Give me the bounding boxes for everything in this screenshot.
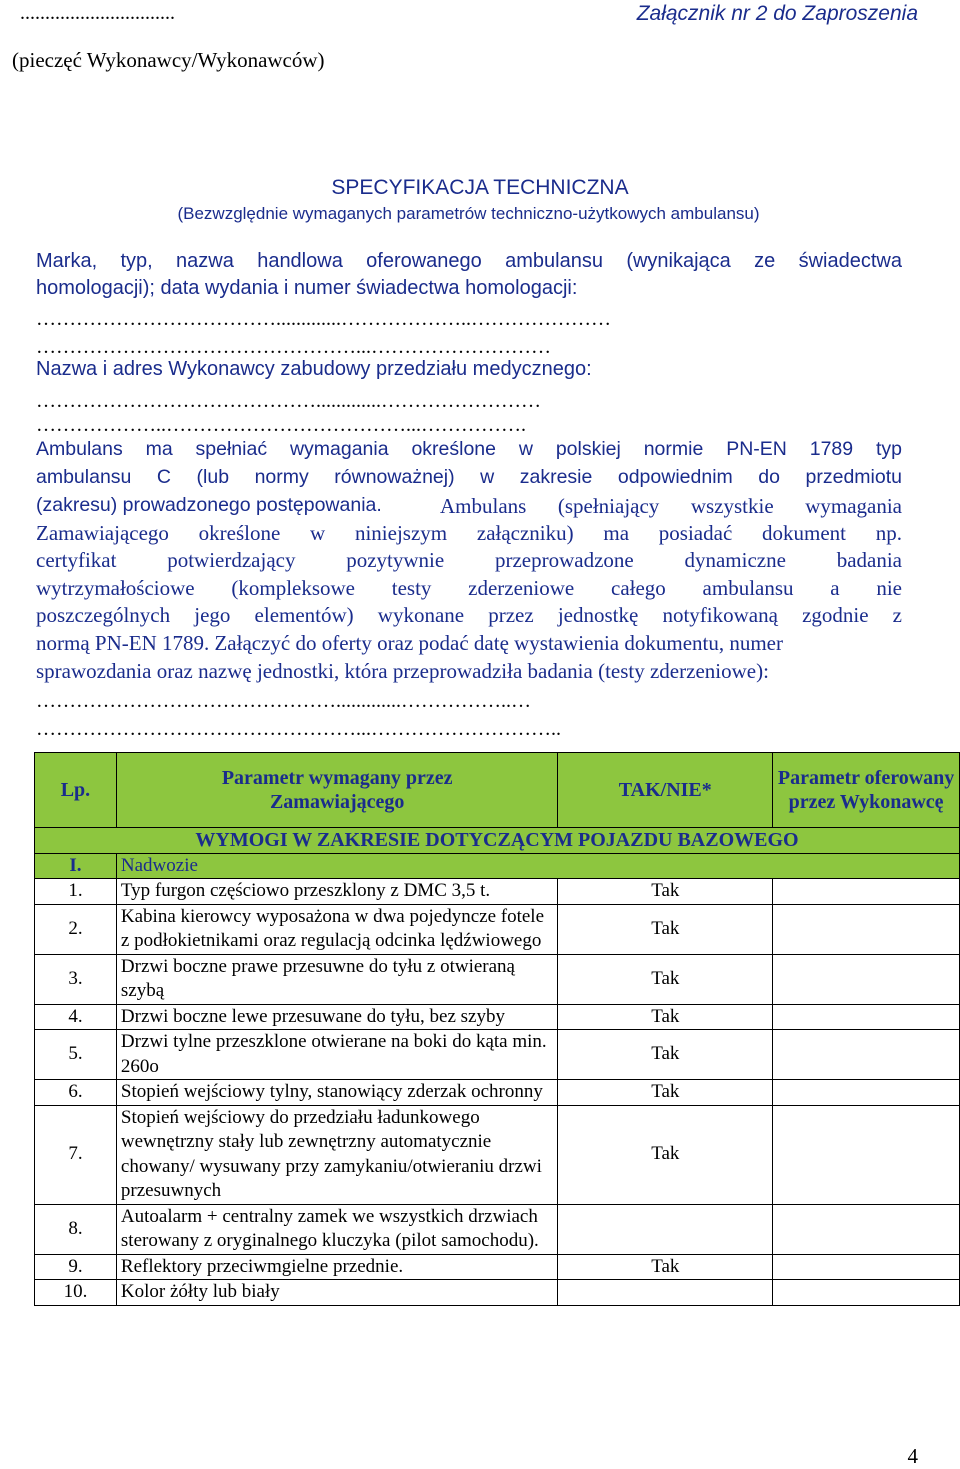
row-lp: 4. (35, 1004, 117, 1030)
row-offered-cell[interactable] (773, 1080, 960, 1106)
row-offered-cell[interactable] (773, 1030, 960, 1080)
row-lp: 3. (35, 954, 117, 1004)
page-number: 4 (907, 1444, 918, 1468)
row-offered-cell[interactable] (773, 1004, 960, 1030)
attachment-label: Załącznik nr 2 do Zaproszenia (636, 2, 918, 25)
table-row (35, 1030, 960, 1080)
header-lp: Lp. (35, 753, 117, 828)
paragraph-line-9: sprawozdania oraz nazwę jednostki, która przeprowadziła badania (testy zderzeniowe): (36, 659, 769, 683)
row-text: Drzwi boczne lewe przesuwane do tyłu, bez szyby (116, 1004, 558, 1030)
table-row (35, 954, 960, 1004)
subsection-number: I. (35, 853, 117, 879)
row-text: Drzwi tylne przeszklone otwierane na boki do kąta min. 260o (116, 1030, 558, 1080)
table-header-row (35, 753, 960, 828)
row-text: Stopień wejściowy tylny, stanowiący zderzak ochronny (116, 1080, 558, 1106)
row-value: Tak (558, 1030, 773, 1080)
header-yes-no: TAK/NIE* (558, 753, 773, 828)
row-offered-cell[interactable] (773, 879, 960, 905)
table-row (35, 1105, 960, 1204)
specification-table (34, 752, 960, 1306)
row-offered-cell[interactable] (773, 1254, 960, 1280)
paragraph-line-8: normą PN-EN 1789. Załączyć do oferty oraz podać datę wystawienia dokumentu, numer (36, 631, 783, 655)
header-param-required: Parametr wymagany przez Zamawiającego (116, 753, 558, 828)
manufacturer-label: Nazwa i adres Wykonawcy zabudowy przedziału medycznego: (36, 358, 592, 380)
row-value: Tak (558, 1080, 773, 1106)
row-lp: 1. (35, 879, 117, 905)
row-value: Tak (558, 1254, 773, 1280)
stamp-label: (pieczęć Wykonawcy/Wykonawców) (12, 48, 325, 72)
row-lp: 5. (35, 1030, 117, 1080)
row-value: Tak (558, 879, 773, 905)
dots-line-5: ……………………………………….............……………..… (36, 690, 531, 712)
row-text: Drzwi boczne prawe przesuwne do tyłu z otwieraną szybą (116, 954, 558, 1004)
table-row (35, 1280, 960, 1306)
dots-line-2: …………………………………………...……………………… (36, 336, 551, 358)
paragraph-line-5: certyfikat potwierdzający pozytywnie przeprowadzone dynamiczne badania (36, 548, 902, 572)
brand-line-1: Marka, typ, nazwa handlowa oferowanego ambulansu (wynikająca ze świadectwa (36, 250, 902, 272)
table-row (35, 1080, 960, 1106)
row-lp: 10. (35, 1280, 117, 1306)
subsection-row (35, 853, 960, 879)
row-lp: 6. (35, 1080, 117, 1106)
row-text: Kabina kierowcy wyposażona w dwa pojedyncze fotele z podłokietnikami oraz regulacją odcinka lędźwiowego (116, 904, 558, 954)
row-text: Kolor żółty lub biały (116, 1280, 558, 1306)
row-offered-cell[interactable] (773, 904, 960, 954)
paragraph-line-4: Zamawiającego określone w niniejszym załączniku) ma posiadać dokument np. (36, 521, 902, 545)
brand-line-2: homologacji); data wydania i numer świadectwa homologacji: (36, 277, 578, 299)
subsection-label: Nadwozie (116, 853, 959, 879)
row-value: Tak (558, 904, 773, 954)
row-text: Autoalarm + centralny zamek we wszystkich drzwiach sterowany z oryginalnego kluczyka (pilot samochodu). (116, 1204, 558, 1254)
row-value: Tak (558, 1105, 773, 1204)
row-offered-cell[interactable] (773, 1204, 960, 1254)
paragraph-line-3: (zakresu) prowadzonego postępowania. (36, 494, 382, 516)
row-value: Tak (558, 954, 773, 1004)
row-text: Stopień wejściowy do przedziału ładunkowego wewnętrzny stały lub zewnętrzny automatycznie chowany/ wysuwany przy zamykaniu/otwieraniu drzwi przesuwnych (116, 1105, 558, 1204)
paragraph-line-7: poszczególnych jego elementów) wykonane przez jednostkę notyfikowaną zgodnie z (36, 603, 902, 627)
row-value: Tak (558, 1004, 773, 1030)
header-param-offered: Parametr oferowany przez Wykonawcę (773, 753, 960, 828)
row-lp: 2. (35, 904, 117, 954)
stamp-dots: ............................... (20, 2, 175, 24)
section-row (35, 828, 960, 854)
paragraph-line-2: ambulansu C (lub normy równoważnej) w zakresie odpowiednim do przedmiotu (36, 466, 902, 488)
table-row (35, 904, 960, 954)
dots-line-3: …………………………………….............…………………… (36, 390, 541, 412)
row-offered-cell[interactable] (773, 1105, 960, 1204)
row-lp: 9. (35, 1254, 117, 1280)
dots-line-6: …………………………………………...……………………….. (36, 718, 561, 740)
row-offered-cell[interactable] (773, 1280, 960, 1306)
table-row (35, 1204, 960, 1254)
table-row (35, 879, 960, 905)
row-text: Typ furgon częściowo przeszklony z DMC 3,5 t. (116, 879, 558, 905)
document-subtitle: (Bezwzględnie wymaganych parametrów techniczno-użytkowych ambulansu) (177, 204, 760, 223)
dots-line-1: ……………………………….............………………..………………… (36, 308, 611, 330)
row-value (558, 1280, 773, 1306)
dots-line-4: ………………..………………………………...……………. (36, 414, 526, 436)
row-lp: 7. (35, 1105, 117, 1204)
paragraph-line-1: Ambulans ma spełniać wymagania określone w polskiej normie PN-EN 1789 typ (36, 438, 902, 460)
document-title: SPECYFIKACJA TECHNICZNA (331, 176, 629, 199)
row-text: Reflektory przeciwmgielne przednie. (116, 1254, 558, 1280)
paragraph-line-3b: Ambulans (spełniający wszystkie wymagania (440, 494, 902, 518)
row-value (558, 1204, 773, 1254)
table-row (35, 1004, 960, 1030)
row-lp: 8. (35, 1204, 117, 1254)
paragraph-line-6: wytrzymałościowe (kompleksowe testy zderzeniowe całego ambulansu a nie (36, 576, 902, 600)
table-row (35, 1254, 960, 1280)
row-offered-cell[interactable] (773, 954, 960, 1004)
section-title: WYMOGI W ZAKRESIE DOTYCZĄCYM POJAZDU BAZOWEGO (35, 828, 960, 854)
